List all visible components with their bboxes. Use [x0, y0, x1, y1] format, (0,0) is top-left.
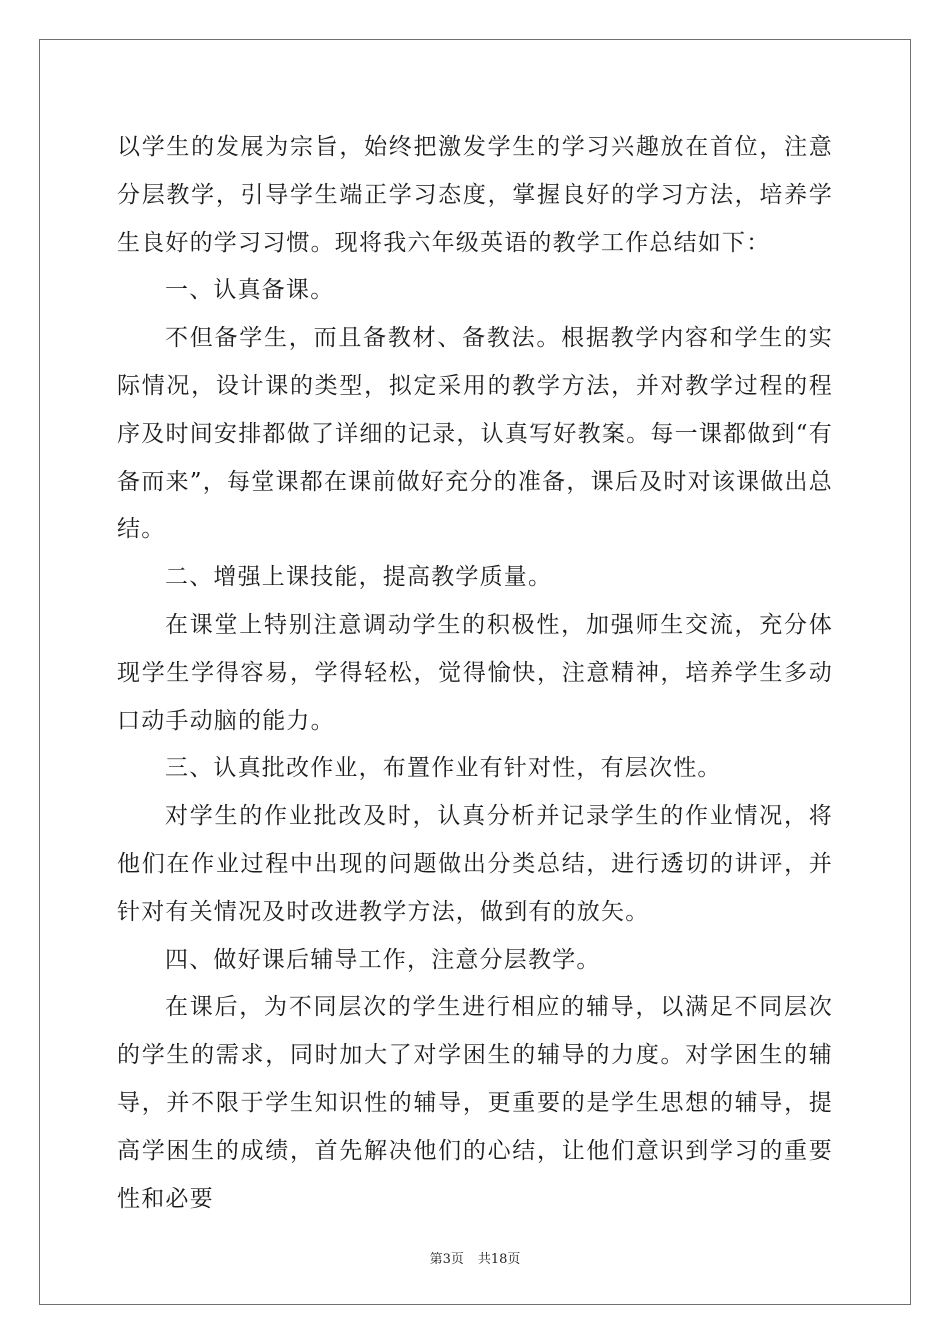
page-footer [0, 1248, 950, 1267]
page-number-current: 第3页 [429, 1252, 464, 1267]
paragraph-4: 在课后，为不同层次的学生进行相应的辅导，以满足不同层次的学生的需求，同时加大了对学困生的辅导的力度。对学困生的辅导，并不限于学生知识性的辅导，更重要的是学生思想的辅导，提高学困生的成绩，首先解决他们的心结，让他们意识到学习的重要性和必要 [117, 994, 833, 1212]
section-heading-4: 四、做好课后辅导工作，注意分层教学。 [165, 946, 601, 973]
document-body [117, 124, 833, 1223]
paragraph-2: 在课堂上特别注意调动学生的积极性，加强师生交流，充分体现学生学得容易，学得轻松，觉得愉快，注意精神，培养学生多动口动手动脑的能力。 [117, 611, 833, 734]
section-heading-3: 三、认真批改作业，布置作业有针对性，有层次性。 [165, 755, 722, 782]
page-number-total: 共18页 [477, 1252, 521, 1267]
section-heading-2: 二、增强上课技能，提高教学质量。 [165, 564, 553, 591]
paragraph-1: 不但备学生，而且备教材、备教法。根据教学内容和学生的实际情况，设计课的类型，拟定采用的教学方法，并对教学过程的程序及时间安排都做了详细的记录，认真写好教案。每一课都做到“有备而来”，每堂课都在课前做好充分的准备，课后及时对该课做出总结。 [117, 325, 833, 543]
paragraph-3: 对学生的作业批改及时，认真分析并记录学生的作业情况，将他们在作业过程中出现的问题做出分类总结，进行透切的讲评，并针对有关情况及时改进教学方法，做到有的放矢。 [117, 803, 833, 925]
paragraph-intro: 以学生的发展为宗旨，始终把激发学生的学习兴趣放在首位，注意分层教学，引导学生端正学习态度，掌握良好的学习方法，培养学生良好的学习习惯。现将我六年级英语的教学工作总结如下： [117, 134, 833, 256]
section-heading-1: 一、认真备课。 [165, 277, 335, 304]
